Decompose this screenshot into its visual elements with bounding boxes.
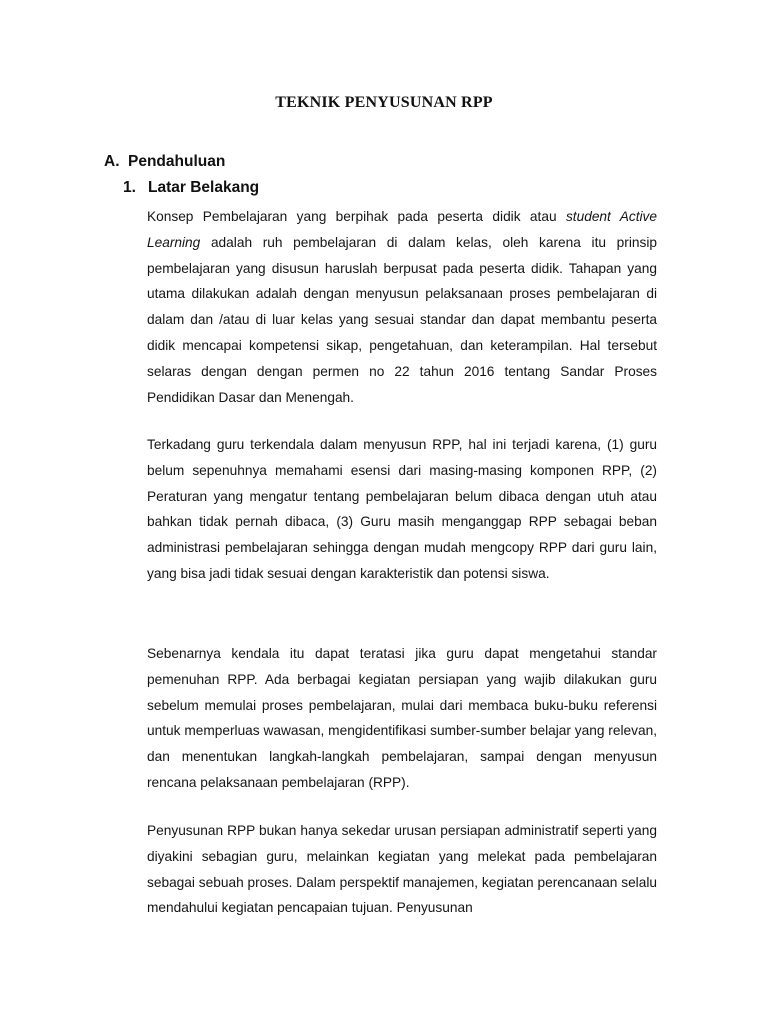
paragraph-obstacles: Terkadang guru terkendala dalam menyusun RPP, hal ini terjadi karena, (1) guru belum sepenuhnya memahami esensi dari masing-masing komponen RPP, (2) Peraturan yang mengatur tentang pembelajaran belum dibaca dengan utuh atau bahkan tidak pernah dibaca, (3) Guru masih menganggap RPP sebagai beban administrasi pembelajaran sehingga dengan mudah mengcopy RPP dari guru lain, yang bisa jadi tidak sesuai dengan karakteristik dan potensi siswa. [147, 437, 657, 581]
section-heading [104, 153, 225, 171]
section-title: Pendahuluan [128, 153, 226, 170]
paragraph-italic-term: student Active Learning [147, 209, 657, 250]
paragraph-background [147, 204, 657, 410]
subsection-number: 1. [123, 179, 136, 196]
subsection-title: Latar Belakang [148, 179, 260, 196]
paragraph-text: adalah ruh pembelajaran di dalam kelas, oleh karena itu prinsip pembelajaran yang disusun haruslah berpusat pada peserta didik. Tahapan yang utama dilakukan adalah dengan menyusun pelaksanaan proses pembelajaran di dalam dan /atau di luar kelas yang sesuai standar dan dapat membantu peserta didik mencapai kompetensi sikap, pengetahuan, dan keterampilan. Hal tersebut selaras dengan dengan permen no 22 tahun 2016 tentang Sandar Proses Pendidikan Dasar dan Menengah. [147, 234, 657, 405]
section-number: A. [104, 153, 120, 170]
subsection-heading [123, 179, 259, 197]
paragraph-solution: Sebenarnya kendala itu dapat teratasi jika guru dapat mengetahui standar pemenuhan RPP. Ada berbagai kegiatan persiapan yang wajib dilakukan guru sebelum memulai proses pembelajaran, mulai dari membaca buku-buku referensi untuk memperluas wawasan, mengidentifikasi sumber-sumber belajar yang relevan, dan menentukan langkah-langkah pembelajaran, sampai dengan menyusun rencana pelaksanaan pembelajaran (RPP). [147, 646, 657, 790]
document-title: TEKNIK PENYUSUNAN RPP [275, 94, 493, 111]
paragraph-planning: Penyusunan RPP bukan hanya sekedar urusan persiapan administratif seperti yang diyakini sebagian guru, melainkan kegiatan yang melekat pada pembelajaran sebagai sebuah proses. Dalam perspektif manajemen, kegiatan perencanaan selalu mendahului kegiatan pencapaian tujuan. Penyusunan [147, 823, 657, 916]
paragraph-text: Konsep Pembelajaran yang berpihak pada peserta didik atau [147, 209, 566, 224]
